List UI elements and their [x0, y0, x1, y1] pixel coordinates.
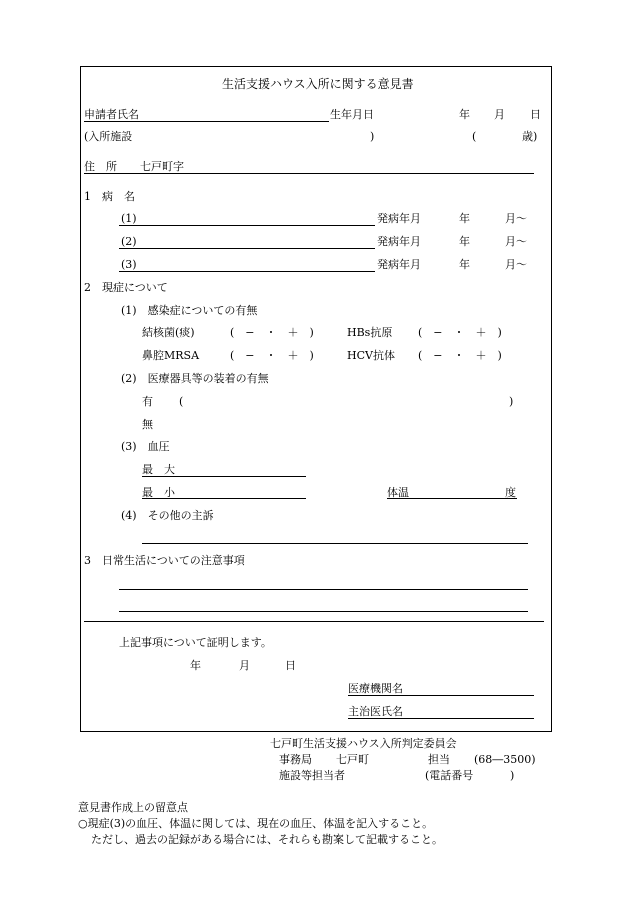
applicant-name-field[interactable] — [84, 121, 329, 122]
cert-year: 年 — [190, 659, 201, 672]
address-label: 住 所 — [84, 160, 117, 173]
birth-date-label: 生年月日 — [330, 108, 374, 121]
address-field[interactable] — [84, 173, 534, 174]
doctor-field[interactable] — [348, 718, 534, 719]
facility-staff-label: 施設等担当者 — [279, 769, 345, 782]
disease-1-num: (1) — [121, 212, 137, 225]
cert-day: 日 — [285, 659, 296, 672]
symptoms-heading: 2 現症について — [84, 281, 168, 294]
notes-line-2: ただし、過去の記録がある場合には、それらも勘案して記載すること。 — [91, 833, 443, 846]
disease-1-year: 年 — [459, 212, 470, 225]
other-title: (4) その他の主訴 — [121, 509, 214, 522]
hcv-scale[interactable]: ( − ・ ＋ ) — [418, 349, 502, 362]
birth-month-label: 月 — [494, 108, 505, 121]
devices-close: ) — [509, 395, 514, 408]
other-field[interactable] — [142, 543, 528, 544]
bp-min-field[interactable] — [142, 498, 306, 499]
birth-year-label: 年 — [459, 108, 470, 121]
disease-2-year: 年 — [459, 235, 470, 248]
disease-2-field[interactable] — [119, 248, 375, 249]
form-title: 生活支援ハウス入所に関する意見書 — [222, 77, 414, 91]
bp-max-field[interactable] — [142, 476, 306, 477]
disease-2-onset: 発病年月 — [377, 235, 421, 248]
phone-label: (電話番号 — [425, 769, 474, 782]
bp-title: (3) 血圧 — [121, 440, 170, 453]
disease-3-field[interactable] — [119, 271, 375, 272]
notes-line-1: ○現症(3)の血圧、体温に関しては、現在の血圧、体温を記入すること。 — [78, 817, 434, 830]
institution-field[interactable] — [348, 695, 534, 696]
disease-1-month: 月〜 — [505, 212, 527, 225]
devices-title: (2) 医療器具等の装着の有無 — [121, 372, 269, 385]
doctor-label: 主治医氏名 — [348, 705, 403, 718]
mrsa-scale[interactable]: ( − ・ ＋ ) — [230, 349, 314, 362]
hbs-scale[interactable]: ( − ・ ＋ ) — [418, 326, 502, 339]
temperature-field[interactable] — [387, 498, 517, 499]
facility-label: (入所施設 — [84, 130, 133, 143]
disease-3-num: (3) — [121, 258, 137, 271]
tb-scale[interactable]: ( − ・ ＋ ) — [230, 326, 314, 339]
cert-text: 上記事項について証明します。 — [119, 636, 272, 649]
tb-label: 結核菌(痰) — [142, 326, 195, 339]
institution-label: 医療機関名 — [348, 682, 403, 695]
disease-2-month: 月〜 — [505, 235, 527, 248]
devices-no[interactable]: 無 — [142, 418, 153, 431]
disease-3-onset: 発病年月 — [377, 258, 421, 271]
cert-month: 月 — [239, 659, 250, 672]
committee-name: 七戸町生活支援ハウス入所判定委員会 — [270, 737, 457, 750]
daily-heading: 3 日常生活についての注意事項 — [84, 554, 245, 567]
bp-min-label: 最 小 — [142, 486, 175, 499]
charge-label: 担当 — [428, 753, 450, 766]
phone-ext: (68―3500) — [474, 753, 536, 766]
disease-3-year: 年 — [459, 258, 470, 271]
facility-close: ) — [370, 130, 375, 143]
office-label: 事務局 — [279, 753, 312, 766]
hcv-label: HCV抗体 — [347, 349, 395, 362]
disease-2-num: (2) — [121, 235, 137, 248]
disease-1-onset: 発病年月 — [377, 212, 421, 225]
temperature-unit: 度 — [505, 486, 516, 499]
mrsa-label: 鼻腔MRSA — [142, 349, 200, 362]
daily-field-2[interactable] — [119, 611, 528, 612]
daily-field-1[interactable] — [119, 589, 528, 590]
temperature-label: 体温 — [387, 486, 409, 499]
notes-title: 意見書作成上の留意点 — [78, 801, 188, 814]
phone-close: ) — [510, 769, 515, 782]
section-divider — [84, 621, 544, 622]
age-label: 歳) — [522, 130, 538, 143]
age-open: ( — [472, 130, 477, 143]
devices-yes[interactable]: 有 — [142, 395, 153, 408]
hbs-label: HBs抗原 — [347, 326, 393, 339]
infection-title: (1) 感染症についての有無 — [121, 304, 258, 317]
disease-heading: 1 病 名 — [84, 190, 135, 203]
devices-open: ( — [179, 395, 184, 408]
disease-3-month: 月〜 — [505, 258, 527, 271]
office-value: 七戸町 — [336, 753, 369, 766]
birth-day-label: 日 — [530, 108, 541, 121]
applicant-name-label: 申請者氏名 — [84, 108, 139, 121]
address-value: 七戸町字 — [140, 160, 184, 173]
disease-1-field[interactable] — [119, 225, 375, 226]
bp-max-label: 最 大 — [142, 463, 175, 476]
